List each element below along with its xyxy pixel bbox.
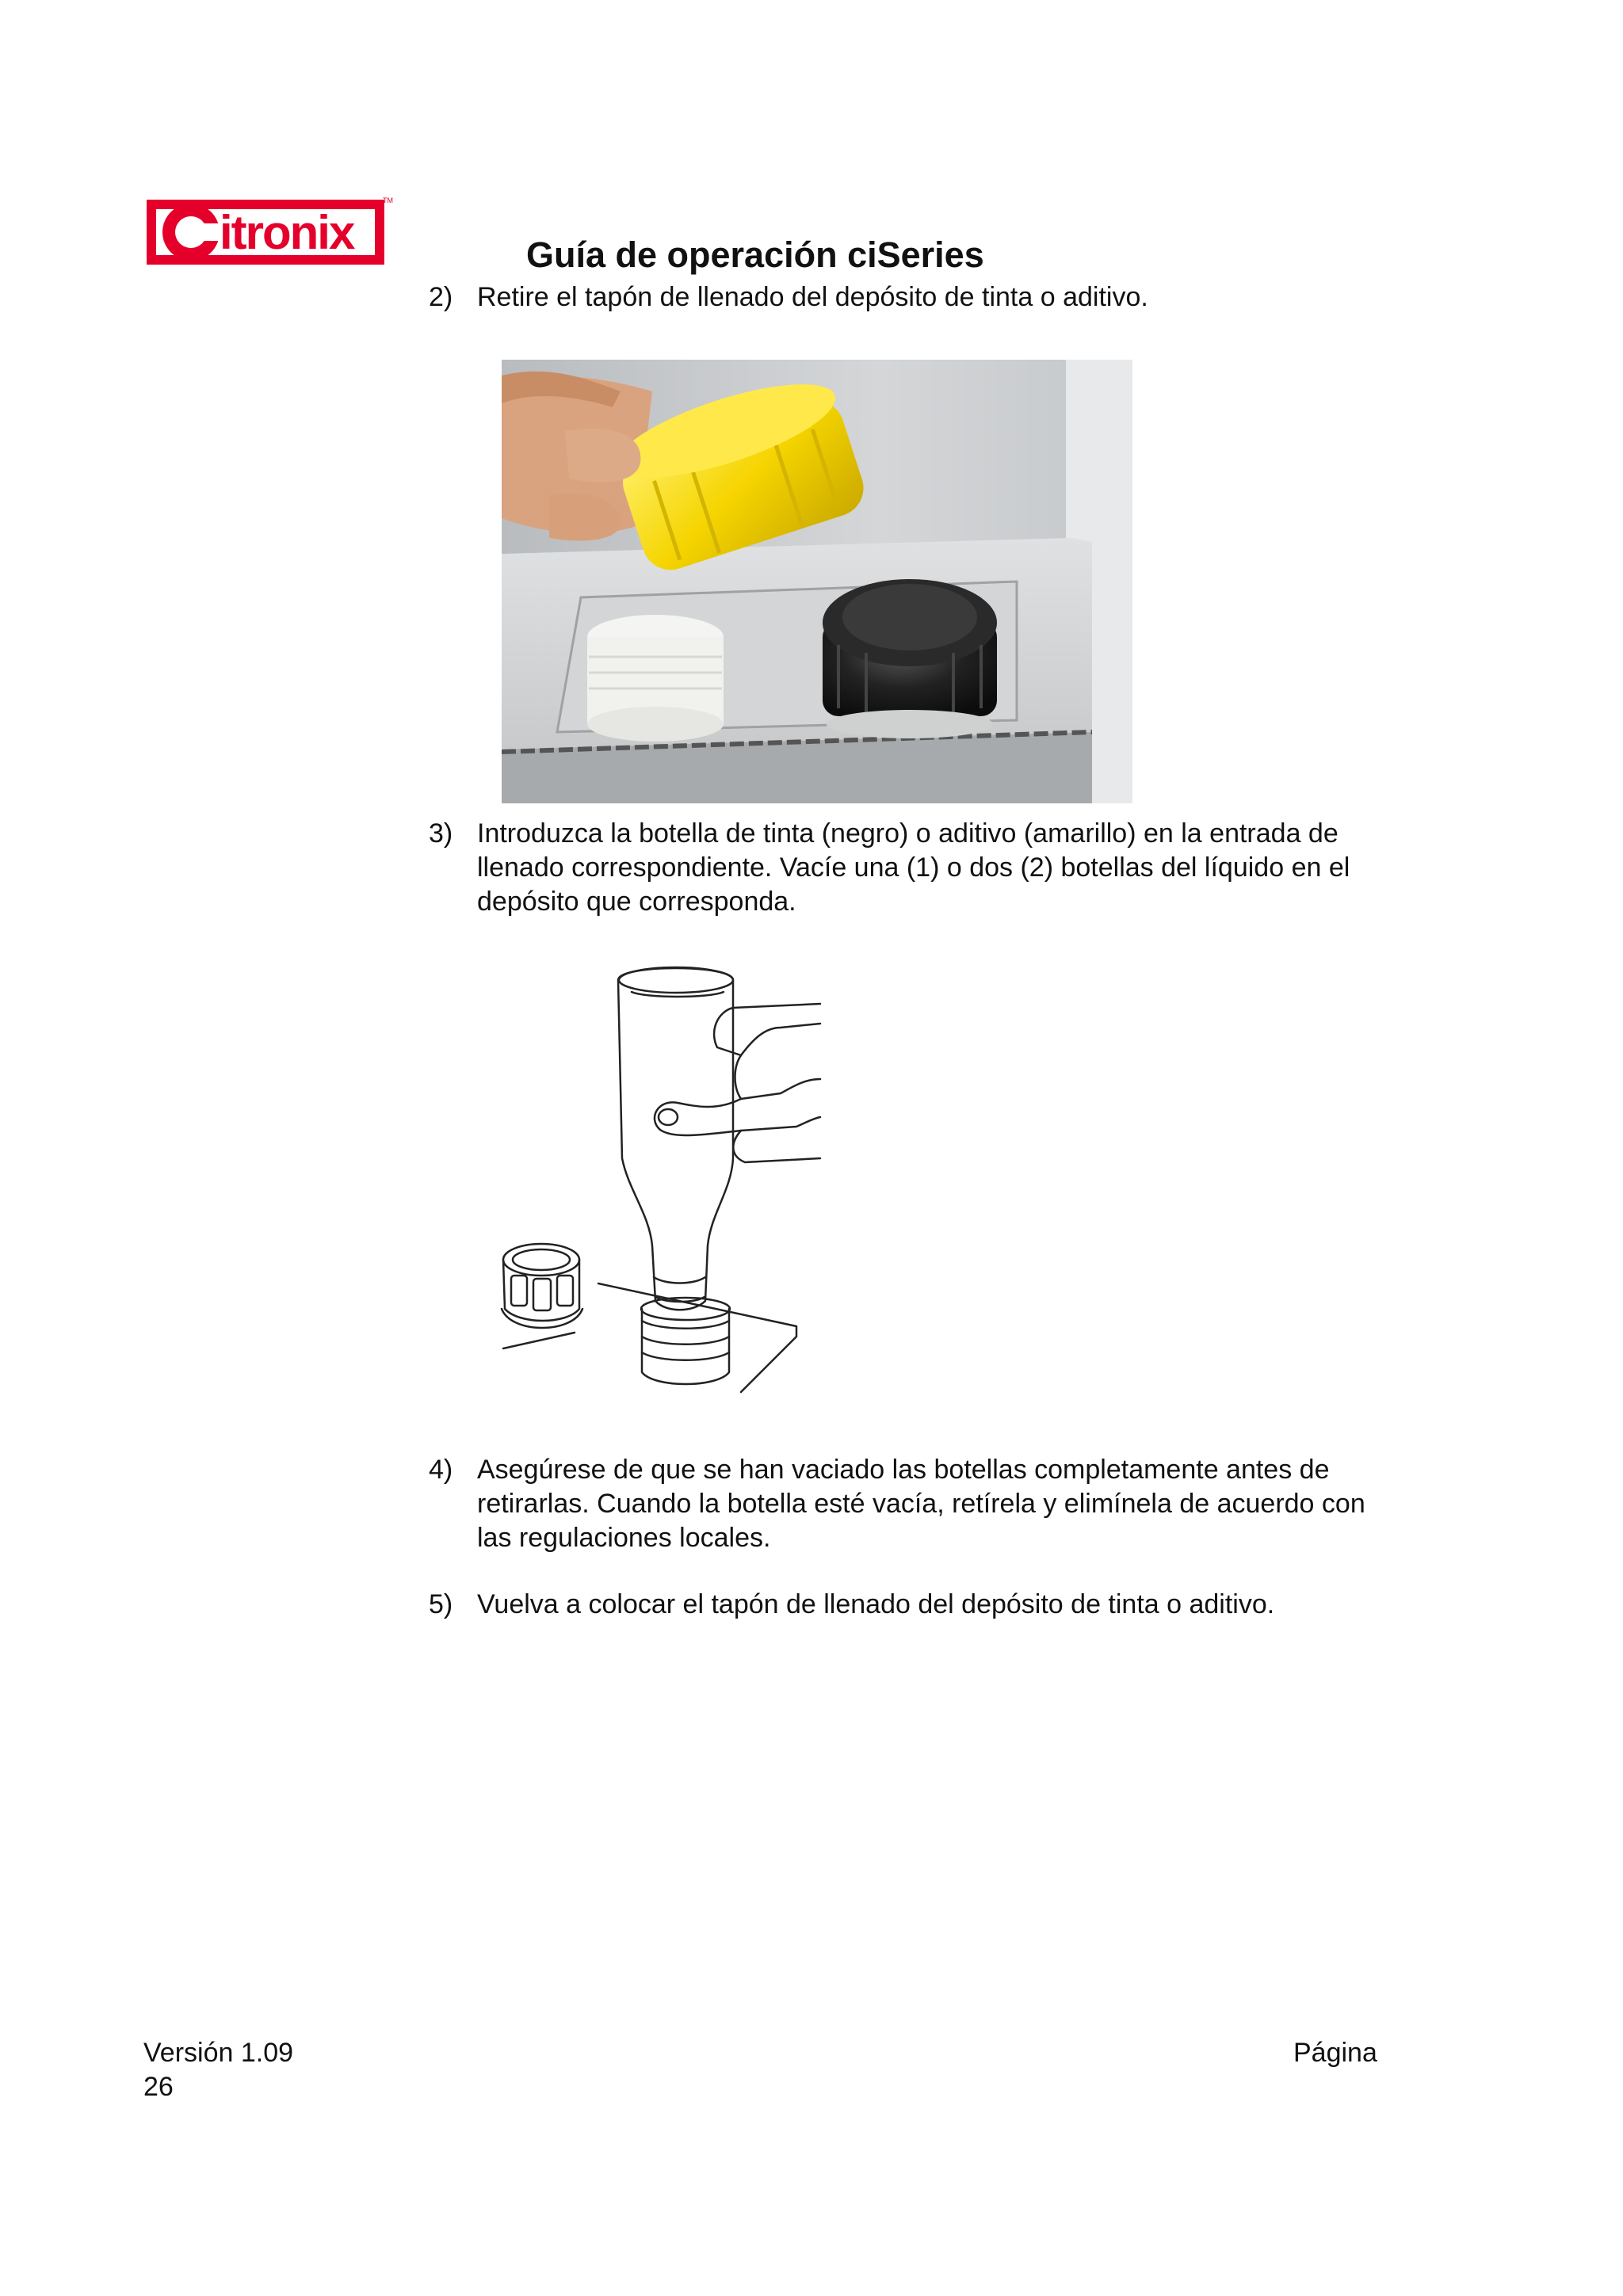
step-text-line: depósito que corresponda. [477, 887, 796, 917]
step-number: 2) [429, 282, 453, 312]
step-number: 4) [429, 1455, 453, 1485]
step-text-line: Asegúrese de que se han vaciado las botellas completamente antes de [477, 1455, 1330, 1485]
citronix-logo [145, 193, 399, 273]
svg-text:itronix: itronix [220, 206, 354, 259]
step-text: Vuelva a colocar el tapón de llenado del depósito de tinta o aditivo. [477, 1589, 1275, 1619]
bottle-fill-drawing [479, 960, 828, 1412]
footer-page-label: Página [1293, 2038, 1377, 2068]
fill-cap-photo [502, 360, 1132, 803]
step-number: 3) [429, 818, 453, 849]
step-text-line: las regulaciones locales. [477, 1523, 771, 1553]
footer-page-number: 26 [143, 2072, 174, 2102]
step-number: 5) [429, 1589, 453, 1619]
svg-text:TM: TM [383, 196, 393, 204]
step-text-line: Introduzca la botella de tinta (negro) o aditivo (amarillo) en la entrada de [477, 818, 1338, 849]
step-item [429, 280, 1538, 316]
step-text-line: llenado correspondiente. Vacíe una (1) o dos (2) botellas del líquido en el [477, 852, 1350, 883]
step-item [429, 1453, 1538, 1560]
page-title: Guía de operación ciSeries [526, 235, 984, 275]
step-text-line: retirarlas. Cuando la botella esté vacía, retírela y elimínela de acuerdo con [477, 1489, 1365, 1519]
step-item [429, 817, 1538, 924]
step-item [429, 1588, 1538, 1623]
footer-version: Versión 1.09 [143, 2038, 294, 2068]
step-text: Retire el tapón de llenado del depósito de tinta o aditivo. [477, 282, 1148, 312]
